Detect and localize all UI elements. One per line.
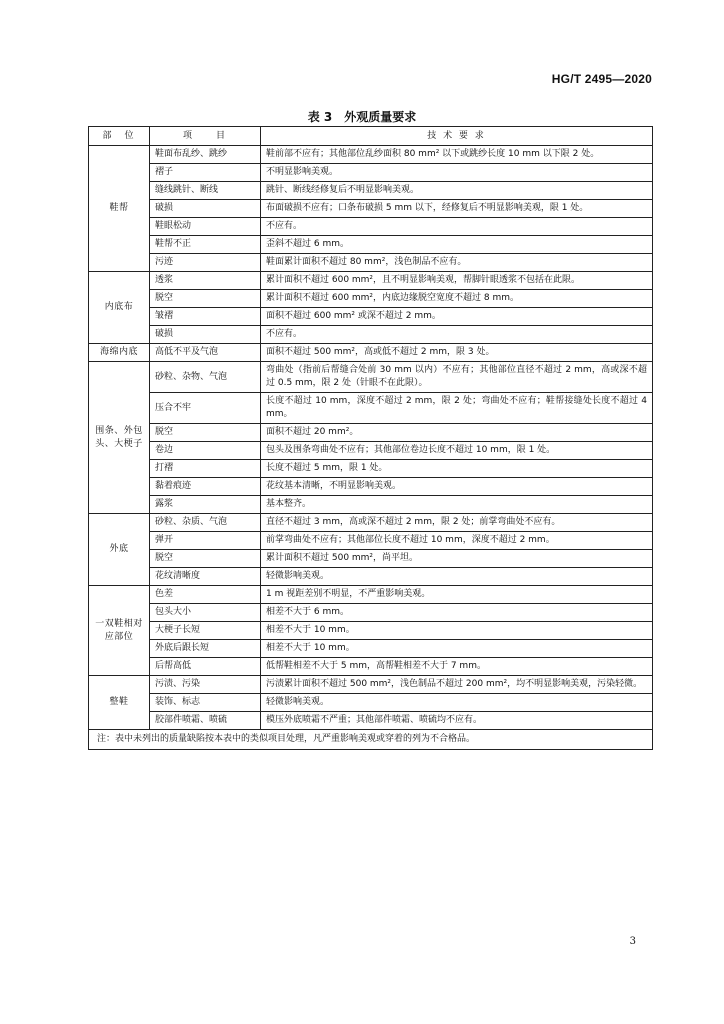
category-cell: 海绵内底 bbox=[89, 344, 150, 362]
table-row bbox=[89, 442, 653, 460]
requirement-cell: 直径不超过 3 mm，高或深不超过 2 mm，限 2 处；前掌弯曲处不应有。 bbox=[261, 514, 653, 532]
table-row bbox=[89, 604, 653, 622]
table-note: 注：表中未列出的质量缺陷按本表中的类似项目处理，凡严重影响美观或穿着的列为不合格品。 bbox=[89, 730, 653, 750]
requirement-cell: 不应有。 bbox=[261, 326, 653, 344]
page-number: 3 bbox=[629, 936, 636, 947]
item-cell: 脱空 bbox=[150, 550, 261, 568]
requirement-cell: 鞋面累计面积不超过 80 mm²，浅色制品不应有。 bbox=[261, 254, 653, 272]
table-row bbox=[89, 532, 653, 550]
table-header-row bbox=[89, 127, 653, 146]
table-row bbox=[89, 676, 653, 694]
requirement-cell: 1 m 视距差别不明显，不严重影响美观。 bbox=[261, 586, 653, 604]
requirement-cell: 歪斜不超过 6 mm。 bbox=[261, 236, 653, 254]
table-row bbox=[89, 712, 653, 730]
item-cell: 装饰、标志 bbox=[150, 694, 261, 712]
category-cell: 外底 bbox=[89, 514, 150, 586]
item-cell: 鞋眼松动 bbox=[150, 218, 261, 236]
table-row bbox=[89, 622, 653, 640]
table-row bbox=[89, 344, 653, 362]
requirement-cell: 长度不超过 10 mm，深度不超过 2 mm，限 2 处；弯曲处不应有；鞋帮接缝处长度不超过 4 mm。 bbox=[261, 393, 653, 424]
item-cell: 皱褶 bbox=[150, 308, 261, 326]
table-row bbox=[89, 326, 653, 344]
requirement-cell: 累计面积不超过 500 mm²，尚平坦。 bbox=[261, 550, 653, 568]
item-cell: 胶部件喷霜、喷硫 bbox=[150, 712, 261, 730]
requirement-cell: 模压外底喷霜不严重；其他部件喷霜、喷硫均不应有。 bbox=[261, 712, 653, 730]
requirement-cell: 不明显影响美观。 bbox=[261, 164, 653, 182]
column-header: 技 术 要 求 bbox=[261, 127, 653, 146]
item-cell: 打褶 bbox=[150, 460, 261, 478]
requirement-cell: 面积不超过 500 mm²，高或低不超过 2 mm，限 3 处。 bbox=[261, 344, 653, 362]
requirement-cell: 弯曲处（指前后帮缝合处前 30 mm 以内）不应有；其他部位直径不超过 2 mm，高或深不超过 0.5 mm，限 2 处（针眼不在此限）。 bbox=[261, 362, 653, 393]
requirement-cell: 相差不大于 10 mm。 bbox=[261, 640, 653, 658]
table-row bbox=[89, 362, 653, 393]
item-cell: 弹开 bbox=[150, 532, 261, 550]
requirement-cell: 长度不超过 5 mm，限 1 处。 bbox=[261, 460, 653, 478]
item-cell: 露浆 bbox=[150, 496, 261, 514]
item-cell: 破损 bbox=[150, 200, 261, 218]
requirement-cell: 相差不大于 10 mm。 bbox=[261, 622, 653, 640]
table-body bbox=[89, 146, 653, 730]
table-row bbox=[89, 478, 653, 496]
requirement-cell: 基本整齐。 bbox=[261, 496, 653, 514]
category-cell: 鞋帮 bbox=[89, 146, 150, 272]
item-cell: 褶子 bbox=[150, 164, 261, 182]
table-row bbox=[89, 393, 653, 424]
requirement-cell: 前掌弯曲处不应有；其他部位长度不超过 10 mm，深度不超过 2 mm。 bbox=[261, 532, 653, 550]
table-row bbox=[89, 308, 653, 326]
table-row bbox=[89, 694, 653, 712]
item-cell: 压合不牢 bbox=[150, 393, 261, 424]
table-note-row bbox=[89, 730, 653, 750]
item-cell: 后帮高低 bbox=[150, 658, 261, 676]
table-row bbox=[89, 460, 653, 478]
table-row bbox=[89, 550, 653, 568]
requirement-cell: 累计面积不超过 600 mm²，且不明显影响美观，帮脚针眼透浆不包括在此限。 bbox=[261, 272, 653, 290]
item-cell: 脱空 bbox=[150, 290, 261, 308]
requirement-cell: 轻微影响美观。 bbox=[261, 694, 653, 712]
table-title: 表 3 外观质量要求 bbox=[307, 110, 417, 124]
item-cell: 透浆 bbox=[150, 272, 261, 290]
item-cell: 砂粒、杂物、气泡 bbox=[150, 362, 261, 393]
requirement-cell: 污渍累计面积不超过 500 mm²，浅色制品不超过 200 mm²，均不明显影响美观，污染轻微。 bbox=[261, 676, 653, 694]
item-cell: 破损 bbox=[150, 326, 261, 344]
item-cell: 外底后跟长短 bbox=[150, 640, 261, 658]
category-cell: 整鞋 bbox=[89, 676, 150, 730]
requirement-cell: 布面破损不应有；口条布破损 5 mm 以下，经修复后不明显影响美观，限 1 处。 bbox=[261, 200, 653, 218]
requirement-cell: 低帮鞋相差不大于 5 mm，高帮鞋相差不大于 7 mm。 bbox=[261, 658, 653, 676]
item-cell: 大梗子长短 bbox=[150, 622, 261, 640]
item-cell: 污渍、污染 bbox=[150, 676, 261, 694]
requirement-cell: 不应有。 bbox=[261, 218, 653, 236]
column-header: 部 位 bbox=[89, 127, 150, 146]
table-row bbox=[89, 514, 653, 532]
item-cell: 包头大小 bbox=[150, 604, 261, 622]
category-cell: 一双鞋相对应部位 bbox=[89, 586, 150, 676]
table-row bbox=[89, 290, 653, 308]
requirement-cell: 轻微影响美观。 bbox=[261, 568, 653, 586]
column-header: 项 目 bbox=[150, 127, 261, 146]
table-row bbox=[89, 146, 653, 164]
category-cell: 内底布 bbox=[89, 272, 150, 344]
requirement-cell: 面积不超过 600 mm² 或深不超过 2 mm。 bbox=[261, 308, 653, 326]
item-cell: 花纹清晰度 bbox=[150, 568, 261, 586]
category-cell: 围条、外包头、大梗子 bbox=[89, 362, 150, 514]
table-row bbox=[89, 424, 653, 442]
item-cell: 脱空 bbox=[150, 424, 261, 442]
requirement-cell: 鞋前部不应有；其他部位乱纱面积 80 mm² 以下或跳纱长度 10 mm 以下限 2 处。 bbox=[261, 146, 653, 164]
item-cell: 砂粒、杂质、气泡 bbox=[150, 514, 261, 532]
table-row bbox=[89, 272, 653, 290]
item-cell: 鞋面布乱纱、跳纱 bbox=[150, 146, 261, 164]
table-row bbox=[89, 586, 653, 604]
table-row bbox=[89, 658, 653, 676]
table-row bbox=[89, 218, 653, 236]
requirement-cell: 花纹基本清晰，不明显影响美观。 bbox=[261, 478, 653, 496]
item-cell: 高低不平及气泡 bbox=[150, 344, 261, 362]
table-row bbox=[89, 496, 653, 514]
requirement-cell: 相差不大于 6 mm。 bbox=[261, 604, 653, 622]
requirement-cell: 跳针、断线经修复后不明显影响美观。 bbox=[261, 182, 653, 200]
table-row bbox=[89, 164, 653, 182]
item-cell: 缝线跳针、断线 bbox=[150, 182, 261, 200]
requirement-cell: 包头及围条弯曲处不应有；其他部位卷边长度不超过 10 mm，限 1 处。 bbox=[261, 442, 653, 460]
item-cell: 卷边 bbox=[150, 442, 261, 460]
appearance-quality-table bbox=[88, 126, 653, 750]
requirement-cell: 面积不超过 20 mm²。 bbox=[261, 424, 653, 442]
item-cell: 污迹 bbox=[150, 254, 261, 272]
table-row bbox=[89, 200, 653, 218]
standard-code: HG/T 2495—2020 bbox=[551, 72, 652, 86]
table-row bbox=[89, 568, 653, 586]
table-row bbox=[89, 182, 653, 200]
item-cell: 鞋帮不正 bbox=[150, 236, 261, 254]
item-cell: 色差 bbox=[150, 586, 261, 604]
table-row bbox=[89, 640, 653, 658]
table-row bbox=[89, 236, 653, 254]
item-cell: 黏着痕迹 bbox=[150, 478, 261, 496]
requirement-cell: 累计面积不超过 600 mm²，内底边缘脱空宽度不超过 8 mm。 bbox=[261, 290, 653, 308]
table-row bbox=[89, 254, 653, 272]
